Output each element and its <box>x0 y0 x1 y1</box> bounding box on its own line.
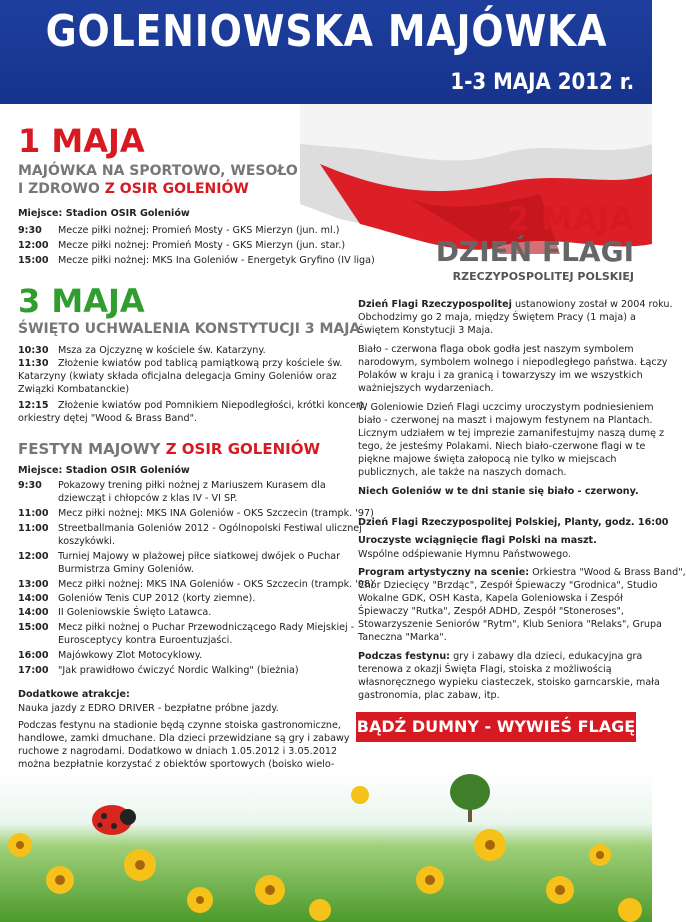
may2-festyn-line: gastronomia, plac zabaw, itp. <box>358 690 500 701</box>
may2-p1-line: Dzień Flagi Rzeczypospolitej ustanowiony został w 2004 roku. <box>358 299 673 310</box>
may2-p1-line: Obchodzimy go 2 maja, między Świętem Pracy (1 maja) a <box>358 312 636 323</box>
slogan-banner: BĄDŹ DUMNY - WYWIEŚ FLAGĘ <box>356 712 636 742</box>
may2-event-title: Dzień Flagi Rzeczypospolitej Polskiej, Planty, godz. 16:00 <box>358 517 669 528</box>
may3-line: orkiestry dętej "Wood & Brass Band". <box>18 413 198 424</box>
may2-event-line: Uroczyste wciągnięcie flagi Polski na maszt. <box>358 535 597 546</box>
may2-title: DZIEŃ FLAGI <box>435 235 634 268</box>
may2-subtitle: RZECZYPOSPOLITEJ POLSKIEJ <box>452 270 634 283</box>
festyn-heading: FESTYN MAJOWY Z OSIR GOLENIÓW <box>18 440 320 458</box>
festyn-event: 16:00 Majówkowy Zlot Motocyklowy. <box>18 650 203 661</box>
may3-heading: 3 MAJA <box>18 282 145 320</box>
may2-program-line: Taneczna "Marka". <box>358 632 447 643</box>
may2-p3-line: Licznym udziałem w tej imprezie zamanifestujmy naszą dumę z <box>358 428 665 439</box>
may3-line: Katarzyny (kwiaty składa oficjalna delegacja Gminy Goleniów oraz <box>18 371 337 382</box>
may2-program-line: Wokalne GDK, OSH Kasta, Kapela Goleniowska i Zespół <box>358 593 623 604</box>
may3-line: Związki Kombatanckie) <box>18 384 130 395</box>
festyn-event: 14:00 Goleniów Tenis CUP 2012 (korty ziemne). <box>18 593 256 604</box>
may2-p2-line: ważniejszych wydarzeniach. <box>358 383 494 394</box>
festyn-event: 11:00 Streetballmania Goleniów 2012 - Ogólnopolski Festiwal ulicznej <box>18 523 362 534</box>
may2-p2-line: narodowym, symbolem wolnego i niepodległego państwa. Łączy <box>358 357 668 368</box>
may2-program-line: Stowarzyszenie Seniorów "Rytm", Klub Seniora "Relaks", Grupa <box>358 619 662 630</box>
may1-subtitle-line1: MAJÓWKA NA SPORTOWO, WESOŁO <box>18 163 298 179</box>
may3-line: 10:30 Msza za Ojczyznę w kościele św. Katarzyny. <box>18 345 266 356</box>
festyn-extra-line: Nauka jazdy z EDRO DRIVER - bezpłatne próbne jazdy. <box>18 703 279 714</box>
festyn-extra-title: Dodatkowe atrakcje: <box>18 689 130 700</box>
may1-event: 12:00 Mecze piłki nożnej: Promień Mosty - GKS Mierzyn (jun. star.) <box>18 240 346 251</box>
may3-line: 12:15 Złożenie kwiatów pod Pomnikiem Niepodległości, krótki koncert <box>18 400 364 411</box>
poster-title: GOLENIOWSKA MAJÓWKA <box>45 6 608 57</box>
festyn-event: 12:00 Turniej Majowy w plażowej piłce siatkowej dwójek o Puchar <box>18 551 341 562</box>
may2-p3-line: W Goleniowie Dzień Flagi uczcimy uroczystym podniesieniem <box>358 402 654 413</box>
festyn-event: 9:30 Pokazowy trening piłki nożnej z Mariuszem Kurasem dla <box>18 480 326 491</box>
may2-program-line: Program artystyczny na scenie: Orkiestra "Wood & Brass Band", <box>358 567 686 578</box>
festyn-event: 14:00 II Goleniowskie Święto Latawca. <box>18 607 212 618</box>
festyn-event: Eurosceptycy kontra Euroentuzjaści. <box>58 635 233 646</box>
poster-dates: 1-3 MAJA 2012 r. <box>450 70 634 95</box>
header-band <box>0 0 652 104</box>
festyn-event: 15:00 Mecz piłki nożnej o Puchar Przewodniczącego Rady Miejskiej - <box>18 622 355 633</box>
may2-p2-line: Polaków w kraju i za granicą i towarzyszy im we wszystkich <box>358 370 643 381</box>
festyn-paragraph-line: Podczas festynu na stadionie będą czynne stoiska gastronomiczne, <box>18 720 341 731</box>
festyn-event: dziewcząt i chłopców z klas IV - VI SP. <box>58 493 238 504</box>
may2-program-line: Śpiewaczy "Rutka", Zespół ADHD, Zespół "Stoneroses", <box>358 606 624 617</box>
may2-festyn-line: terenowa z okazji Święta Flagi, stoiska z możliwością <box>358 664 612 675</box>
may2-festyn-line: Podczas festynu: gry i zabawy dla dzieci, edukacyjna gra <box>358 651 643 662</box>
festyn-event: 17:00 "Jak prawidłowo ćwiczyć Nordic Walking" (bieżnia) <box>18 665 299 676</box>
may3-subtitle: ŚWIĘTO UCHWALENIA KONSTYTUCJI 3 MAJA <box>18 321 361 337</box>
festyn-place: Miejsce: Stadion OSIR Goleniów <box>18 465 190 476</box>
may2-p3-line: biało - czerwonej na maszt i majowym festynem na Plantach. <box>358 415 653 426</box>
may2-p3-line: piękne majowe święta załopocą nie tylko w miejscach <box>358 454 617 465</box>
festyn-event: koszykówki. <box>58 536 115 547</box>
festyn-paragraph-line: handlowe, zamki dmuchane. Dla dzieci przewidziane są gry i zabawy <box>18 733 350 744</box>
may2-p1-line: Świętem Konstytucji 3 Maja. <box>358 325 494 336</box>
may2-program-line: Chór Dziecięcy "Brzdąc", Zespół Śpiewaczy "Grodnica", Studio <box>358 580 658 591</box>
meadow-illustration <box>0 770 652 922</box>
festyn-event: Burmistrza Gminy Goleniów. <box>58 564 194 575</box>
may2-p3-line: tego, że jesteśmy Polakami. Niech biało-czerwone flagi w te <box>358 441 646 452</box>
may1-event: 15:00 Mecze piłki nożnej: MKS Ina Goleniów - Energetyk Gryfino (IV liga) <box>18 255 375 266</box>
festyn-event: 13:00 Mecz piłki nożnej: MKS INA Goleniów - OKS Szczecin (trampk. '98) <box>18 579 374 590</box>
may2-p4: Niech Goleniów w te dni stanie się biało - czerwony. <box>358 486 639 497</box>
festyn-event: 11:00 Mecz piłki nożnej: MKS INA Goleniów - OKS Szczecin (trampk. '97) <box>18 508 374 519</box>
may3-line: 11:30 Złożenie kwiatów pod tablicą pamiątkową przy kościele św. <box>18 358 343 369</box>
may1-subtitle-line2: I ZDROWO Z OSIR GOLENIÓW <box>18 181 249 197</box>
may2-festyn-line: własnoręcznego wypieku ciasteczek, stoisko garncarskie, mała <box>358 677 660 688</box>
may1-heading: 1 MAJA <box>18 122 145 160</box>
festyn-paragraph-line: ruchowe z nagrodami. Dodatkowo w dniach 1.05.2012 i 3.05.2012 <box>18 746 338 757</box>
may2-event-line: Wspólne odśpiewanie Hymnu Państwowego. <box>358 549 572 560</box>
may2-p2-line: Biało - czerwona flaga obok godła jest naszym symbolem <box>358 344 634 355</box>
may1-place: Miejsce: Stadion OSIR Goleniów <box>18 208 190 219</box>
may2-p3-line: publicznych, ale także na naszych domach. <box>358 467 567 478</box>
may2-heading: 2 MAJA <box>507 200 634 238</box>
may1-event: 9:30 Mecze piłki nożnej: Promień Mosty - GKS Mierzyn (jun. ml.) <box>18 225 340 236</box>
festyn-paragraph-line: można bezpłatnie korzystać z obiektów sportowych (boisko wielo- <box>18 759 335 770</box>
